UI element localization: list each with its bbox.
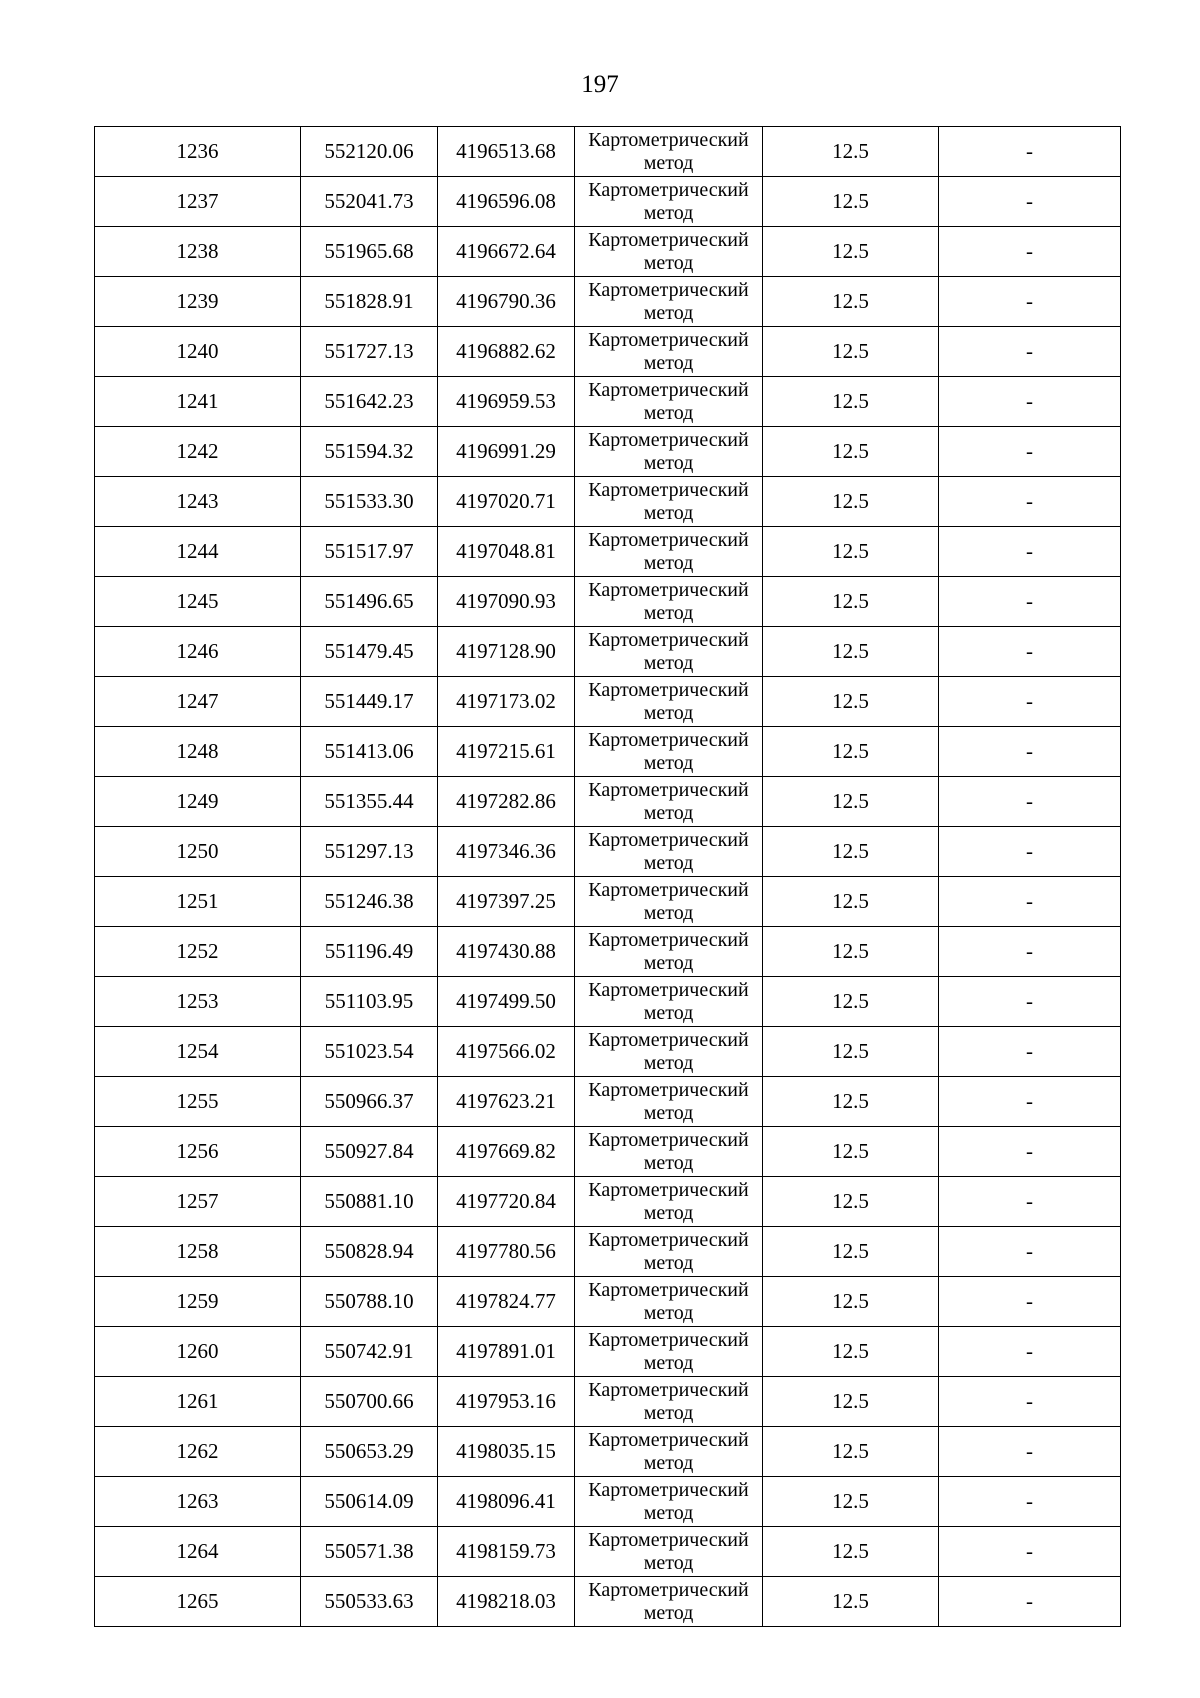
y-coordinate-cell: 4197215.61 <box>438 727 575 777</box>
x-coordinate-cell: 550700.66 <box>301 1377 438 1427</box>
note-cell: - <box>939 1177 1121 1227</box>
x-coordinate-cell: 551103.95 <box>301 977 438 1027</box>
accuracy-cell: 12.5 <box>763 1127 939 1177</box>
x-coordinate-cell: 551965.68 <box>301 227 438 277</box>
method-line-1: Картометрический <box>588 128 749 151</box>
method-line-1: Картометрический <box>588 1028 749 1051</box>
note-cell: - <box>939 827 1121 877</box>
table-row <box>95 1177 1121 1227</box>
note-cell: - <box>939 177 1121 227</box>
note-cell: - <box>939 427 1121 477</box>
method-line-1: Картометрический <box>588 878 749 901</box>
x-coordinate-cell: 550653.29 <box>301 1427 438 1477</box>
method-cell <box>575 677 763 727</box>
y-coordinate-cell: 4197397.25 <box>438 877 575 927</box>
table-row <box>95 227 1121 277</box>
method-line-1: Картометрический <box>588 928 749 951</box>
point-number-cell: 1252 <box>95 927 301 977</box>
y-coordinate-cell: 4197346.36 <box>438 827 575 877</box>
accuracy-cell: 12.5 <box>763 227 939 277</box>
y-coordinate-cell: 4197623.21 <box>438 1077 575 1127</box>
accuracy-cell: 12.5 <box>763 1377 939 1427</box>
point-number-cell: 1249 <box>95 777 301 827</box>
method-line-2: метод <box>643 1251 694 1274</box>
point-number-cell: 1253 <box>95 977 301 1027</box>
point-number-cell: 1260 <box>95 1327 301 1377</box>
method-line-2: метод <box>643 451 694 474</box>
accuracy-cell: 12.5 <box>763 427 939 477</box>
y-coordinate-cell: 4197430.88 <box>438 927 575 977</box>
method-line-1: Картометрический <box>588 228 749 251</box>
method-line-2: метод <box>643 951 694 974</box>
point-number-cell: 1258 <box>95 1227 301 1277</box>
note-cell: - <box>939 1527 1121 1577</box>
point-number-cell: 1262 <box>95 1427 301 1477</box>
note-cell: - <box>939 227 1121 277</box>
y-coordinate-cell: 4198159.73 <box>438 1527 575 1577</box>
table-row <box>95 1527 1121 1577</box>
accuracy-cell: 12.5 <box>763 877 939 927</box>
x-coordinate-cell: 550881.10 <box>301 1177 438 1227</box>
table-row <box>95 777 1121 827</box>
point-number-cell: 1261 <box>95 1377 301 1427</box>
method-line-1: Картометрический <box>588 578 749 601</box>
table-row <box>95 1327 1121 1377</box>
y-coordinate-cell: 4197499.50 <box>438 977 575 1027</box>
note-cell: - <box>939 1227 1121 1277</box>
method-cell <box>575 1377 763 1427</box>
y-coordinate-cell: 4197891.01 <box>438 1327 575 1377</box>
method-line-2: метод <box>643 1601 694 1624</box>
accuracy-cell: 12.5 <box>763 1327 939 1377</box>
y-coordinate-cell: 4197173.02 <box>438 677 575 727</box>
method-line-2: метод <box>643 601 694 624</box>
method-cell <box>575 1127 763 1177</box>
method-cell <box>575 977 763 1027</box>
method-line-1: Картометрический <box>588 728 749 751</box>
y-coordinate-cell: 4197128.90 <box>438 627 575 677</box>
point-number-cell: 1239 <box>95 277 301 327</box>
method-line-2: метод <box>643 1151 694 1174</box>
x-coordinate-cell: 550966.37 <box>301 1077 438 1127</box>
method-cell <box>575 1477 763 1527</box>
point-number-cell: 1257 <box>95 1177 301 1227</box>
coordinates-table <box>94 126 1121 1627</box>
accuracy-cell: 12.5 <box>763 677 939 727</box>
method-line-2: метод <box>643 151 694 174</box>
method-line-2: метод <box>643 201 694 224</box>
y-coordinate-cell: 4196513.68 <box>438 127 575 177</box>
note-cell: - <box>939 777 1121 827</box>
y-coordinate-cell: 4197780.56 <box>438 1227 575 1277</box>
accuracy-cell: 12.5 <box>763 1027 939 1077</box>
table-row <box>95 977 1121 1027</box>
method-cell <box>575 527 763 577</box>
accuracy-cell: 12.5 <box>763 527 939 577</box>
method-line-1: Картометрический <box>588 1478 749 1501</box>
x-coordinate-cell: 550571.38 <box>301 1527 438 1577</box>
method-line-2: метод <box>643 901 694 924</box>
note-cell: - <box>939 627 1121 677</box>
table-row <box>95 427 1121 477</box>
method-line-1: Картометрический <box>588 778 749 801</box>
method-line-2: метод <box>643 301 694 324</box>
method-line-2: метод <box>643 651 694 674</box>
table-row <box>95 1277 1121 1327</box>
table-row <box>95 927 1121 977</box>
x-coordinate-cell: 551479.45 <box>301 627 438 677</box>
accuracy-cell: 12.5 <box>763 477 939 527</box>
method-cell <box>575 777 763 827</box>
point-number-cell: 1246 <box>95 627 301 677</box>
y-coordinate-cell: 4198096.41 <box>438 1477 575 1527</box>
y-coordinate-cell: 4197566.02 <box>438 1027 575 1077</box>
method-cell <box>575 1077 763 1127</box>
x-coordinate-cell: 551642.23 <box>301 377 438 427</box>
method-line-2: метод <box>643 351 694 374</box>
y-coordinate-cell: 4196959.53 <box>438 377 575 427</box>
note-cell: - <box>939 1427 1121 1477</box>
x-coordinate-cell: 551023.54 <box>301 1027 438 1077</box>
x-coordinate-cell: 551727.13 <box>301 327 438 377</box>
x-coordinate-cell: 551413.06 <box>301 727 438 777</box>
method-line-1: Картометрический <box>588 1278 749 1301</box>
y-coordinate-cell: 4197090.93 <box>438 577 575 627</box>
y-coordinate-cell: 4197953.16 <box>438 1377 575 1427</box>
accuracy-cell: 12.5 <box>763 1527 939 1577</box>
accuracy-cell: 12.5 <box>763 327 939 377</box>
point-number-cell: 1254 <box>95 1027 301 1077</box>
method-line-2: метод <box>643 1001 694 1024</box>
method-cell <box>575 877 763 927</box>
method-cell <box>575 627 763 677</box>
y-coordinate-cell: 4197020.71 <box>438 477 575 527</box>
accuracy-cell: 12.5 <box>763 627 939 677</box>
table-row <box>95 1127 1121 1177</box>
y-coordinate-cell: 4196991.29 <box>438 427 575 477</box>
point-number-cell: 1243 <box>95 477 301 527</box>
method-line-1: Картометрический <box>588 278 749 301</box>
table-row <box>95 1077 1121 1127</box>
accuracy-cell: 12.5 <box>763 1227 939 1277</box>
method-line-2: метод <box>643 701 694 724</box>
accuracy-cell: 12.5 <box>763 727 939 777</box>
point-number-cell: 1242 <box>95 427 301 477</box>
y-coordinate-cell: 4197720.84 <box>438 1177 575 1227</box>
coordinates-table-body <box>95 127 1121 1627</box>
note-cell: - <box>939 1377 1121 1427</box>
note-cell: - <box>939 1027 1121 1077</box>
table-row <box>95 627 1121 677</box>
note-cell: - <box>939 1277 1121 1327</box>
method-line-2: метод <box>643 401 694 424</box>
table-row <box>95 1027 1121 1077</box>
note-cell: - <box>939 327 1121 377</box>
method-cell <box>575 1577 763 1627</box>
note-cell: - <box>939 127 1121 177</box>
x-coordinate-cell: 551828.91 <box>301 277 438 327</box>
x-coordinate-cell: 550614.09 <box>301 1477 438 1527</box>
method-cell <box>575 227 763 277</box>
note-cell: - <box>939 877 1121 927</box>
method-cell <box>575 577 763 627</box>
method-cell <box>575 1277 763 1327</box>
method-line-1: Картометрический <box>588 678 749 701</box>
method-cell <box>575 127 763 177</box>
method-cell <box>575 477 763 527</box>
y-coordinate-cell: 4197669.82 <box>438 1127 575 1177</box>
table-row <box>95 327 1121 377</box>
point-number-cell: 1264 <box>95 1527 301 1577</box>
method-cell <box>575 827 763 877</box>
method-line-1: Картометрический <box>588 478 749 501</box>
point-number-cell: 1250 <box>95 827 301 877</box>
method-line-1: Картометрический <box>588 1378 749 1401</box>
accuracy-cell: 12.5 <box>763 127 939 177</box>
x-coordinate-cell: 550828.94 <box>301 1227 438 1277</box>
accuracy-cell: 12.5 <box>763 1277 939 1327</box>
table-row <box>95 527 1121 577</box>
accuracy-cell: 12.5 <box>763 1427 939 1477</box>
method-line-1: Картометрический <box>588 1178 749 1201</box>
table-row <box>95 1477 1121 1527</box>
x-coordinate-cell: 550742.91 <box>301 1327 438 1377</box>
table-row <box>95 727 1121 777</box>
method-cell <box>575 327 763 377</box>
method-cell <box>575 427 763 477</box>
note-cell: - <box>939 1577 1121 1627</box>
accuracy-cell: 12.5 <box>763 277 939 327</box>
point-number-cell: 1245 <box>95 577 301 627</box>
method-line-2: метод <box>643 551 694 574</box>
point-number-cell: 1259 <box>95 1277 301 1327</box>
accuracy-cell: 12.5 <box>763 1477 939 1527</box>
method-line-2: метод <box>643 1101 694 1124</box>
method-line-1: Картометрический <box>588 828 749 851</box>
method-line-1: Картометрический <box>588 1328 749 1351</box>
accuracy-cell: 12.5 <box>763 577 939 627</box>
table-row <box>95 177 1121 227</box>
x-coordinate-cell: 551594.32 <box>301 427 438 477</box>
method-line-1: Картометрический <box>588 628 749 651</box>
note-cell: - <box>939 677 1121 727</box>
note-cell: - <box>939 577 1121 627</box>
x-coordinate-cell: 551355.44 <box>301 777 438 827</box>
y-coordinate-cell: 4196790.36 <box>438 277 575 327</box>
y-coordinate-cell: 4196882.62 <box>438 327 575 377</box>
point-number-cell: 1241 <box>95 377 301 427</box>
method-cell <box>575 1427 763 1477</box>
accuracy-cell: 12.5 <box>763 777 939 827</box>
note-cell: - <box>939 977 1121 1027</box>
accuracy-cell: 12.5 <box>763 927 939 977</box>
point-number-cell: 1244 <box>95 527 301 577</box>
accuracy-cell: 12.5 <box>763 377 939 427</box>
point-number-cell: 1236 <box>95 127 301 177</box>
method-line-2: метод <box>643 1501 694 1524</box>
point-number-cell: 1255 <box>95 1077 301 1127</box>
method-cell <box>575 727 763 777</box>
method-line-2: метод <box>643 1201 694 1224</box>
x-coordinate-cell: 552041.73 <box>301 177 438 227</box>
page-number: 197 <box>581 71 619 98</box>
table-row <box>95 477 1121 527</box>
method-cell <box>575 1027 763 1077</box>
accuracy-cell: 12.5 <box>763 827 939 877</box>
point-number-cell: 1248 <box>95 727 301 777</box>
method-line-1: Картометрический <box>588 528 749 551</box>
method-line-1: Картометрический <box>588 1078 749 1101</box>
method-line-2: метод <box>643 501 694 524</box>
x-coordinate-cell: 551196.49 <box>301 927 438 977</box>
x-coordinate-cell: 551533.30 <box>301 477 438 527</box>
note-cell: - <box>939 1477 1121 1527</box>
method-line-2: метод <box>643 1351 694 1374</box>
method-cell <box>575 377 763 427</box>
x-coordinate-cell: 551496.65 <box>301 577 438 627</box>
table-row <box>95 877 1121 927</box>
x-coordinate-cell: 551297.13 <box>301 827 438 877</box>
point-number-cell: 1237 <box>95 177 301 227</box>
table-row <box>95 1427 1121 1477</box>
x-coordinate-cell: 552120.06 <box>301 127 438 177</box>
method-line-1: Картометрический <box>588 1128 749 1151</box>
method-line-2: метод <box>643 1401 694 1424</box>
method-line-1: Картометрический <box>588 428 749 451</box>
table-row <box>95 1577 1121 1627</box>
y-coordinate-cell: 4197048.81 <box>438 527 575 577</box>
method-cell <box>575 1327 763 1377</box>
method-line-2: метод <box>643 1301 694 1324</box>
x-coordinate-cell: 551246.38 <box>301 877 438 927</box>
table-row <box>95 1377 1121 1427</box>
method-line-2: метод <box>643 251 694 274</box>
note-cell: - <box>939 927 1121 977</box>
point-number-cell: 1263 <box>95 1477 301 1527</box>
y-coordinate-cell: 4198035.15 <box>438 1427 575 1477</box>
point-number-cell: 1265 <box>95 1577 301 1627</box>
method-line-1: Картометрический <box>588 1228 749 1251</box>
table-row <box>95 1227 1121 1277</box>
x-coordinate-cell: 550533.63 <box>301 1577 438 1627</box>
table-row <box>95 677 1121 727</box>
note-cell: - <box>939 1327 1121 1377</box>
table-row <box>95 577 1121 627</box>
y-coordinate-cell: 4196596.08 <box>438 177 575 227</box>
x-coordinate-cell: 550788.10 <box>301 1277 438 1327</box>
method-line-2: метод <box>643 1451 694 1474</box>
method-cell <box>575 927 763 977</box>
method-line-1: Картометрический <box>588 378 749 401</box>
method-line-1: Картометрический <box>588 1528 749 1551</box>
point-number-cell: 1256 <box>95 1127 301 1177</box>
accuracy-cell: 12.5 <box>763 1077 939 1127</box>
method-line-1: Картометрический <box>588 978 749 1001</box>
method-line-1: Картометрический <box>588 1428 749 1451</box>
method-line-2: метод <box>643 1551 694 1574</box>
point-number-cell: 1247 <box>95 677 301 727</box>
y-coordinate-cell: 4197824.77 <box>438 1277 575 1327</box>
method-cell <box>575 1527 763 1577</box>
method-cell <box>575 1227 763 1277</box>
note-cell: - <box>939 527 1121 577</box>
point-number-cell: 1240 <box>95 327 301 377</box>
note-cell: - <box>939 727 1121 777</box>
method-cell <box>575 277 763 327</box>
method-line-2: метод <box>643 801 694 824</box>
y-coordinate-cell: 4197282.86 <box>438 777 575 827</box>
note-cell: - <box>939 477 1121 527</box>
method-line-1: Картометрический <box>588 178 749 201</box>
accuracy-cell: 12.5 <box>763 1177 939 1227</box>
table-row <box>95 827 1121 877</box>
note-cell: - <box>939 1077 1121 1127</box>
note-cell: - <box>939 1127 1121 1177</box>
accuracy-cell: 12.5 <box>763 177 939 227</box>
accuracy-cell: 12.5 <box>763 1577 939 1627</box>
method-line-2: метод <box>643 851 694 874</box>
method-line-2: метод <box>643 1051 694 1074</box>
method-line-1: Картометрический <box>588 328 749 351</box>
x-coordinate-cell: 550927.84 <box>301 1127 438 1177</box>
table-row <box>95 377 1121 427</box>
y-coordinate-cell: 4196672.64 <box>438 227 575 277</box>
table-row <box>95 277 1121 327</box>
table-row <box>95 127 1121 177</box>
x-coordinate-cell: 551517.97 <box>301 527 438 577</box>
y-coordinate-cell: 4198218.03 <box>438 1577 575 1627</box>
method-cell <box>575 1177 763 1227</box>
point-number-cell: 1251 <box>95 877 301 927</box>
note-cell: - <box>939 377 1121 427</box>
method-line-1: Картометрический <box>588 1578 749 1601</box>
note-cell: - <box>939 277 1121 327</box>
accuracy-cell: 12.5 <box>763 977 939 1027</box>
x-coordinate-cell: 551449.17 <box>301 677 438 727</box>
method-line-2: метод <box>643 751 694 774</box>
point-number-cell: 1238 <box>95 227 301 277</box>
method-cell <box>575 177 763 227</box>
